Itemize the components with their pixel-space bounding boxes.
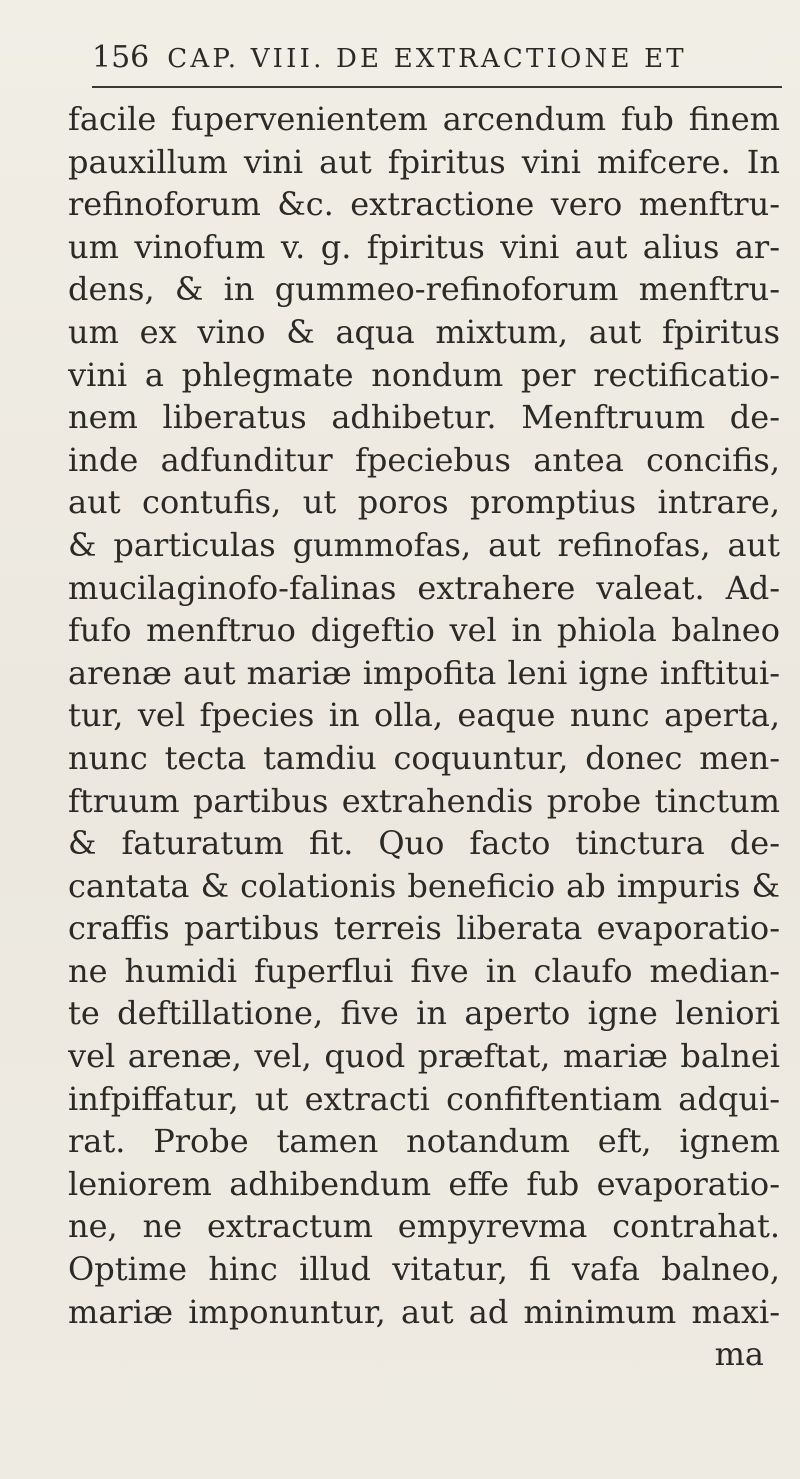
text-line: ftruum partibus extrahendis probe tinctum (68, 781, 780, 820)
text-line: leniorem adhibendum effe fub evaporatio- (68, 1164, 780, 1203)
text-line: dens, & in gummeo-refinoforum menftru- (68, 270, 780, 309)
text-line: aut contufis, ut poros promptius intrare, (68, 483, 780, 522)
body-text (68, 98, 780, 1376)
text-line: craffis partibus terreis liberata evaporatio- (68, 909, 780, 948)
text-line: vini a phlegmate nondum per rectificatio- (68, 355, 780, 394)
text-line: um vinofum v. g. fpiritus vini aut alius ar- (68, 227, 780, 266)
text-line: & faturatum fit. Quo facto tinctura de- (68, 824, 780, 863)
text-line: um ex vino & aqua mixtum, aut fpiritus (68, 312, 780, 351)
catchword: ma (714, 1335, 764, 1374)
page-header (92, 40, 782, 84)
header-rule (92, 86, 782, 88)
text-line: te deftillatione, five in aperto igne leniori (68, 994, 780, 1033)
text-line: Optime hinc illud vitatur, fi vafa balneo, (68, 1250, 780, 1289)
text-line: nem liberatus adhibetur. Menftruum de- (68, 398, 780, 437)
text-line: arenæ aut mariæ impofita leni igne inftitui- (68, 653, 780, 692)
text-line: fufo menftruo digeftio vel in phiola balneo (68, 611, 780, 650)
text-line: facile fupervenientem arcendum fub finem (68, 100, 780, 138)
text-line: pauxillum vini aut fpiritus vini mifcere. In (68, 142, 780, 181)
text-line: mariæ imponuntur, aut ad minimum maxi- (68, 1292, 780, 1331)
text-line: mucilaginofo-falinas extrahere valeat. Ad- (68, 568, 780, 607)
text-line: ne, ne extractum empyrevma contrahat. (68, 1207, 780, 1246)
text-line: inde adfunditur fpeciebus antea concifis, (68, 440, 780, 479)
running-head: CAP. VIII. DE EXTRACTIONE ET (167, 44, 687, 74)
text-line: ne humidi fuperflui five in claufo median- (68, 951, 780, 990)
text-line: cantata & colationis beneficio ab impuris & (68, 866, 780, 905)
text-line: vel arenæ, vel, quod præftat, mariæ balnei (68, 1037, 780, 1076)
text-line: infpiffatur, ut extracti confiftentiam adqui- (68, 1079, 780, 1118)
text-line: tur, vel fpecies in olla, eaque nunc aperta, (68, 696, 780, 735)
text-line: refinoforum &c. extractione vero menftru- (68, 185, 780, 224)
text-line: rat. Probe tamen notandum eft, ignem (68, 1122, 780, 1161)
page-number: 156 (92, 40, 150, 75)
text-line: & particulas gummofas, aut refinofas, aut (68, 525, 780, 564)
text-line: nunc tecta tamdiu coquuntur, donec men- (68, 738, 780, 777)
